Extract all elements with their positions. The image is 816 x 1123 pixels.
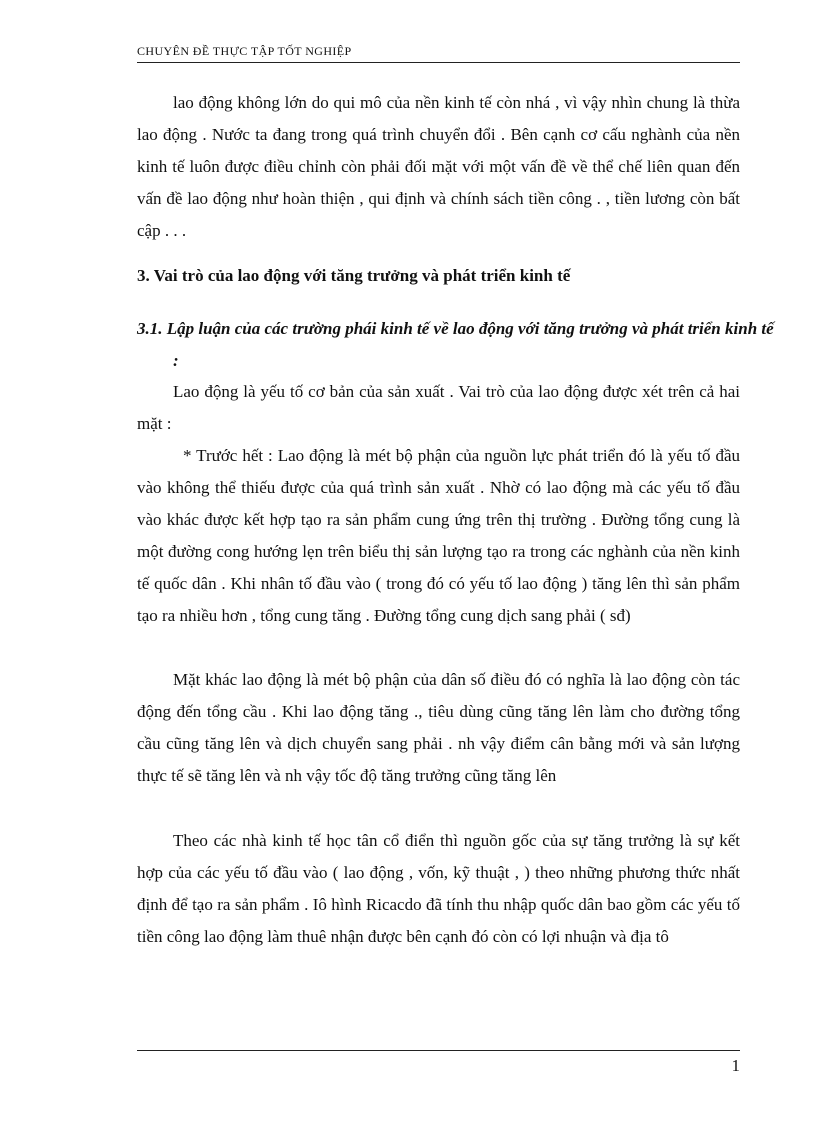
section-heading-3: 3. Vai trò của lao động với tăng trưởng và phát triển kinh tế [137,266,571,285]
header-divider [137,62,740,63]
body-paragraph-5: Theo các nhà kinh tế học tân cổ điển thì nguồn gốc của sự tăng trưởng là sự kết hợp của các yếu tố đầu vào ( lao động , vốn, kỹ thuật , ) theo những phương thức nhất định để tạo ra sản phẩm . Iô hình Ricacdo đã tính thu nhập quốc dân bao gồm các yếu tố tiền công lao động làm thuê nhận được bên cạnh đó còn có lợi nhuận và địa tô [137,831,740,946]
body-paragraph-4: Mặt khác lao động là mét bộ phận của dân số điều đó có nghĩa là lao động còn tác động đến tổng cầu . Khi lao động tăng ., tiêu dùng cũng tăng lên làm cho đường tổng cầu cũng tăng lên và dịch chuyển sang phải . nh vậy điểm cân bằng mới và sản lượng thực tế sẽ tăng lên và nh vậy tốc độ tăng trưởng cũng tăng lên [137,670,740,785]
page-header-title: CHUYÊN ĐỀ THỰC TẬP TỐT NGHIỆP [137,44,352,58]
body-paragraph-3: * Trước hết : Lao động là mét bộ phận của nguồn lực phát triển đó là yếu tố đầu vào không thể thiếu được của quá trình sản xuất . Nhờ có lao động mà các yếu tố đầu vào khác được kết hợp tạo ra sản phẩm cung ứng trên thị trường . Đường tổng cung là một đường cong hướng lẹn trên biểu thị sản lượng tạo ra trong các nghành của nền kinh tế quốc dân . Khi nhân tố đầu vào ( trong đó có yếu tố lao động ) tăng lên thì sản phẩm tạo ra nhiều hơn , tổng cung tăng . Đường tổng cung dịch sang phải ( sđ) [137,446,740,625]
subsection-heading-3-1: 3.1. Lập luận của các trường phái kinh tế về lao động với tăng trưởng và phát triển kinh tế : [137,319,774,370]
page-number: 1 [731,1056,740,1075]
footer-divider [137,1050,740,1051]
body-paragraph-2: Lao động là yếu tố cơ bản của sản xuất . Vai trò của lao động được xét trên cả hai mặt : [137,382,740,433]
body-paragraph-1: lao động không lớn do qui mô của nền kinh tế còn nhá , vì vậy nhìn chung là thừa lao động . Nước ta đang trong quá trình chuyển đổi . Bên cạnh cơ cấu nghành của nền kinh tế luôn được điều chỉnh còn phải đối mặt với một vấn đề về thể chế liên quan đến vấn đề lao động như hoàn thiện , qui định và chính sách tiền công . , tiền lương còn bất cập . . . [137,93,740,240]
